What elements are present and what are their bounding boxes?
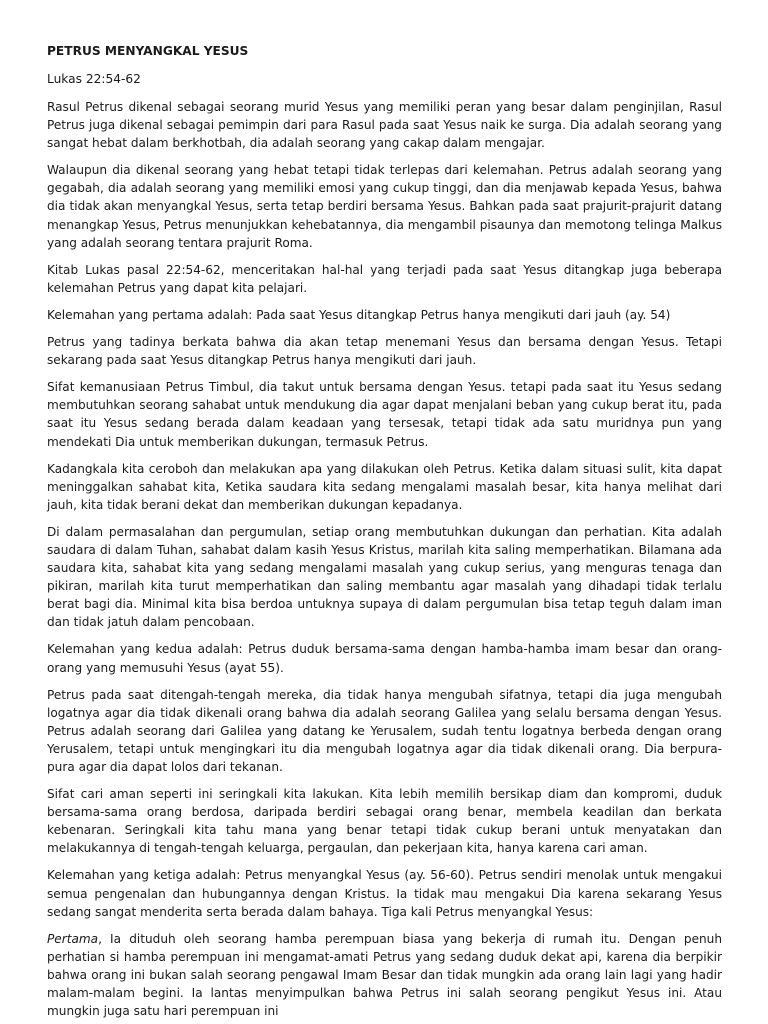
paragraph: Kadangkala kita ceroboh dan melakukan apa yang dilakukan oleh Petrus. Ketika dalam situasi sulit, kita dapat meninggalkan sahabat kita, Ketika saudara kita sedang mengalami masalah besar, kita hanya melihat dari jauh, kita tidak berani dekat dan memberikan dukungan kepadanya.	[47, 461, 722, 512]
paragraph: Di dalam permasalahan dan pergumulan, setiap orang membutuhkan dukungan dan perhatian. Kita adalah saudara di dalam Tuhan, sahabat dalam kasih Yesus Kristus, marilah kita saling memperhatikan. Bilamana ada saudara kita, sahabat kita yang sedang mengalami masalah yang cukup serius, yang menguras tenaga dan pikiran, marilah kita turut memperhatikan dan saling membantu agar masalah yang dihadapi tidak terlalu berat bagi dia. Minimal kita bisa berdoa untuknya supaya di dalam pergumulan bisa tetap teguh dalam iman dan tidak jatuh dalam pencobaan.	[47, 524, 722, 630]
document-title: PETRUS MENYANGKAL YESUS	[47, 44, 249, 58]
paragraph: Rasul Petrus dikenal sebagai seorang murid Yesus yang memiliki peran yang besar dalam penginjilan, Rasul Petrus juga dikenal sebagai pemimpin dari para Rasul pada saat Yesus naik ke surga. Dia adalah seorang yang sangat hebat dalam berkhotbah, dia adalah seorang yang cakap dalam mengajar.	[47, 100, 722, 151]
paragraph: Kelemahan yang pertama adalah: Pada saat Yesus ditangkap Petrus hanya mengikuti dari jauh (ay. 54)	[47, 307, 671, 322]
paragraph-text: , Ia dituduh oleh seorang hamba perempuan biasa yang bekerja di rumah itu. Dengan penuh perhatian si hamba perempuan ini mengamat-amati Petrus yang sedang duduk dekat api, karena dia berpikir bahwa orang ini bukan salah seorang pengawal Imam Besar dan tidak mungkin ada orang lain lagi yang hadir malam-malam begini. Ia lantas menyimpulkan bahwa Petrus ini salah seorang pengikut Yesus ini. Atau mungkin juga satu hari perempuan ini	[47, 931, 722, 1019]
paragraph: Sifat kemanusiaan Petrus Timbul, dia takut untuk bersama dengan Yesus. tetapi pada saat itu Yesus sedang membutuhkan seorang sahabat untuk mendukung dia agar dapat menjalani beban yang cukup berat itu, pada saat itu Yesus sedang berada dalam keadaan yang tersesak, tetapi tidak ada satu muridnya pun yang mendekati Dia untuk memberikan dukungan, termasuk Petrus.	[47, 380, 722, 449]
paragraph: Kelemahan yang kedua adalah: Petrus duduk bersama-sama dengan hamba-hamba imam besar dan orang-orang yang memusuhi Yesus (ayat 55).	[47, 642, 722, 675]
scripture-reference: Lukas 22:54-62	[47, 72, 141, 86]
paragraph-last	[47, 930, 722, 1020]
paragraph: Petrus pada saat ditengah-tengah mereka, dia tidak hanya mengubah sifatnya, tetapi dia juga mengubah logatnya agar dia tidak dikenali orang bahwa dia adalah seorang Galilea yang selalu bersama dengan Yesus. Petrus adalah seorang dari Galilea yang datang ke Yerusalem, sudah tentu logatnya berbeda dengan orang Yerusalem, tetapi untuk mengingkari itu dia mengubah logatnya agar dia tidak dikenali orang. Dia berpura-pura agar dia dapat lolos dari tekanan.	[47, 687, 722, 774]
paragraph: Walaupun dia dikenal seorang yang hebat tetapi tidak terlepas dari kelemahan. Petrus adalah seorang yang gegabah, dia adalah seorang yang memiliki emosi yang cukup tinggi, dan dia menjawab kepada Yesus, bahwa dia tidak akan menyangkal Yesus, serta tetap berdiri bersama Yesus. Bahkan pada saat prajurit-prajurit datang menangkap Yesus, Petrus menunjukkan kehebatannya, dia mengambil pisaunya dan memotong telinga Malkus yang adalah seorang tentara prajurit Roma.	[47, 163, 722, 250]
paragraph: Kelemahan yang ketiga adalah: Petrus menyangkal Yesus (ay. 56-60). Petrus sendiri menolak untuk mengakui semua pengenalan dan hubungannya dengan Kristus. Ia tidak mau mengakui Dia karena sekarang Yesus sedang sangat menderita serta berada dalam bahaya. Tiga kali Petrus menyangkal Yesus:	[47, 868, 722, 919]
paragraph: Kitab Lukas pasal 22:54-62, menceritakan hal-hal yang terjadi pada saat Yesus ditangkap juga beberapa kelemahan Petrus yang dapat kita pelajari.	[47, 262, 722, 295]
paragraph: Petrus yang tadinya berkata bahwa dia akan tetap menemani Yesus dan bersama dengan Yesus. Tetapi sekarang pada saat Yesus ditangkap Petrus hanya mengikuti dari jauh.	[47, 335, 722, 368]
paragraph: Sifat cari aman seperti ini seringkali kita lakukan. Kita lebih memilih bersikap diam dan kompromi, duduk bersama-sama orang berdosa, daripada berdiri sebagai orang benar, membela keadilan dan berkata kebenaran. Seringkali kita tahu mana yang benar tetapi tidak cukup berani untuk menyatakan dan melakukannya di tengah-tengah keluarga, pergaulan, dan pekerjaan kita, hanya karena cari aman.	[47, 787, 722, 856]
paragraph-lead-word: Pertama	[47, 931, 99, 946]
